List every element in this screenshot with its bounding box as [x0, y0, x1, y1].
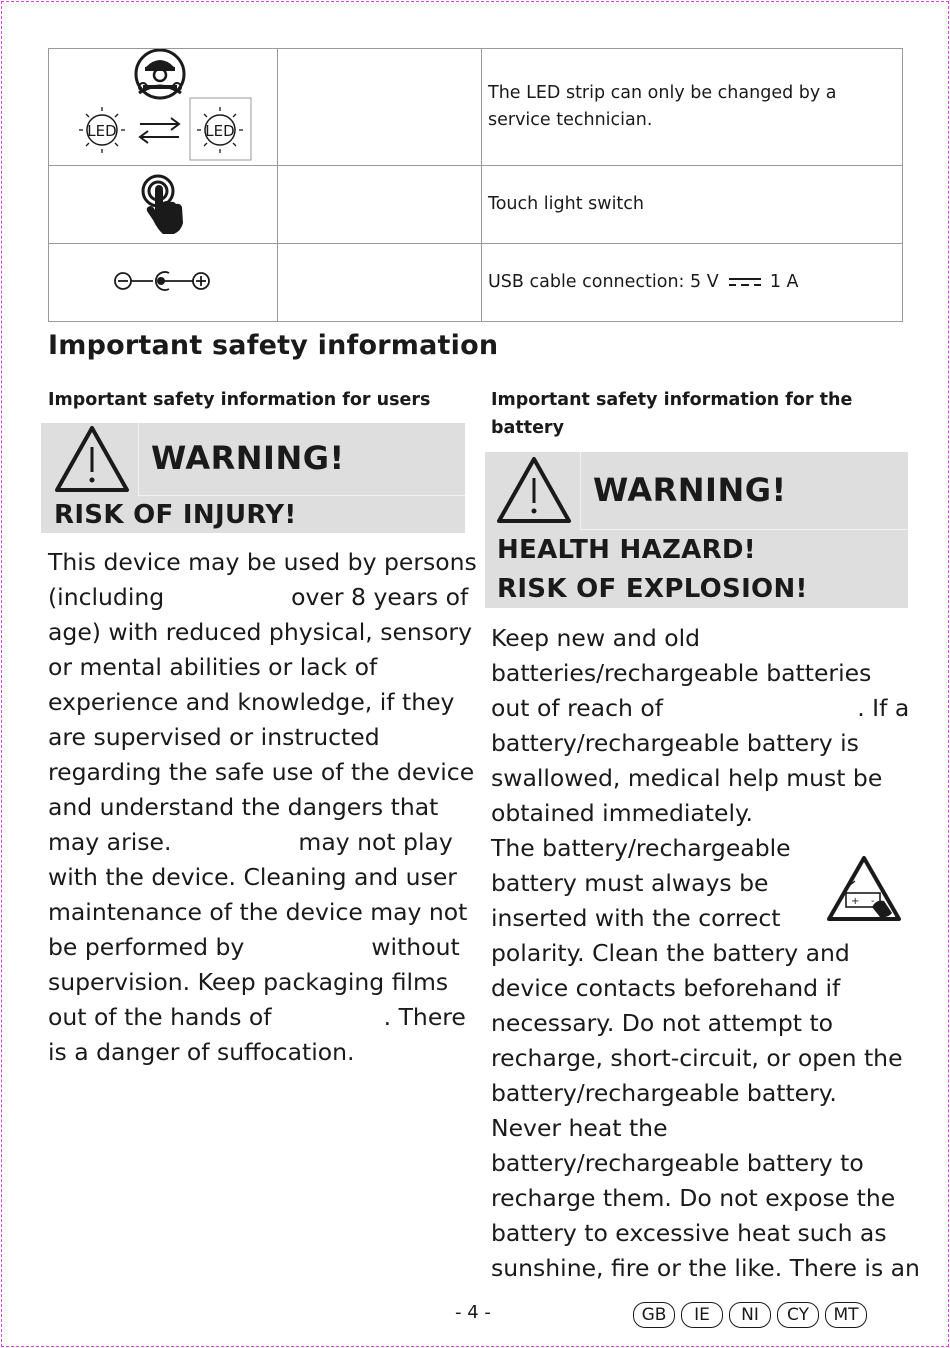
- country-code-badge: NI: [729, 1302, 771, 1328]
- text-line: polarity. Clean the battery and: [491, 939, 850, 967]
- technician-icon: [136, 50, 184, 98]
- text-line: swallowed, medical help must be: [491, 764, 883, 792]
- dc-symbol-icon: [728, 275, 762, 289]
- table-row: [49, 244, 903, 322]
- page-number: - 4 -: [455, 1302, 491, 1323]
- text-line: out of reach of . If a: [491, 694, 910, 722]
- symbol-table: [48, 48, 903, 322]
- text-line: be performed by without: [48, 933, 460, 961]
- desc-line: service technician.: [488, 110, 653, 130]
- text-line: device contacts beforehand if: [491, 974, 841, 1002]
- text-line: obtained immediately.: [491, 799, 754, 827]
- country-code-badge: GB: [633, 1302, 675, 1328]
- text-line: may arise. may not play: [48, 828, 453, 856]
- table-row: [49, 166, 903, 244]
- text-line: inserted with the correct: [491, 904, 781, 932]
- country-code-badge: MT: [825, 1302, 867, 1328]
- dc-polarity-icon: [49, 244, 278, 322]
- table-description: [482, 166, 903, 244]
- left-body-text: [48, 545, 477, 1070]
- subheading-line: Important safety information for the: [491, 390, 853, 410]
- led-label-right: LED: [205, 122, 235, 140]
- subheading-line: battery: [491, 418, 564, 438]
- table-description: [482, 49, 903, 166]
- warning-box-right: [485, 452, 908, 608]
- text-line: supervision. Keep packaging films: [48, 968, 449, 996]
- text-line: (including over 8 years of: [48, 583, 469, 611]
- right-subheading: [491, 386, 852, 442]
- text-line: or mental abilities or lack of: [48, 653, 378, 681]
- text-line: age) with reduced physical, sensory: [48, 618, 472, 646]
- text-line: out of the hands of . There: [48, 1003, 466, 1031]
- country-code-badge: CY: [777, 1302, 819, 1328]
- warning-title: WARNING!: [593, 471, 787, 509]
- text-line: Keep new and old: [491, 624, 701, 652]
- risk-label: HEALTH HAZARD!: [497, 535, 756, 565]
- text-line: with the device. Cleaning and user: [48, 863, 457, 891]
- text-line: and understand the dangers that: [48, 793, 439, 821]
- text-line: batteries/rechargeable batteries: [491, 659, 872, 687]
- led-label-left: LED: [87, 122, 117, 140]
- text-line: battery/rechargeable battery to: [491, 1149, 864, 1177]
- text-line: battery/rechargeable battery is: [491, 729, 859, 757]
- text-line: battery must always be: [491, 869, 769, 897]
- battery-polarity-warning-icon: [826, 855, 902, 923]
- risk-label: RISK OF EXPLOSION!: [497, 574, 808, 604]
- warning-triangle-icon: [54, 425, 130, 493]
- text-line: necessary. Do not attempt to: [491, 1009, 834, 1037]
- svg-text:+: +: [851, 896, 860, 907]
- text-line: Never heat the: [491, 1114, 668, 1142]
- text-line: maintenance of the device may not: [48, 898, 468, 926]
- led-service-technician-icon: [49, 49, 278, 166]
- desc-line: The LED strip can only be changed by a: [488, 83, 837, 103]
- table-cell-empty: [278, 244, 482, 322]
- text-line: This device may be used by persons: [48, 548, 477, 576]
- text-line: sunshine, fire or the like. There is an: [491, 1254, 920, 1282]
- text-line: recharge them. Do not expose the: [491, 1184, 896, 1212]
- text-line: recharge, short-circuit, or open the: [491, 1044, 903, 1072]
- warning-triangle-icon: [496, 456, 572, 524]
- touch-switch-icon: [49, 166, 278, 244]
- text-line: are supervised or instructed: [48, 723, 380, 751]
- svg-text:-: -: [871, 896, 875, 907]
- table-description: [482, 244, 903, 322]
- section-title: Important safety information: [48, 330, 499, 361]
- country-code-badge: IE: [681, 1302, 723, 1328]
- swap-arrows-icon: [140, 118, 179, 143]
- text-line: is a danger of suffocation.: [48, 1038, 355, 1066]
- table-cell-empty: [278, 166, 482, 244]
- warning-title: WARNING!: [151, 439, 345, 477]
- desc-line: 1 A: [769, 272, 799, 292]
- risk-label: RISK OF INJURY!: [54, 500, 297, 530]
- warning-box-left: [41, 423, 465, 533]
- desc-line: USB cable connection: 5 V: [488, 272, 719, 292]
- text-line: experience and knowledge, if they: [48, 688, 455, 716]
- text-line: regarding the safe use of the device: [48, 758, 475, 786]
- text-line: battery/rechargeable battery.: [491, 1079, 837, 1107]
- left-subheading: Important safety information for users: [48, 390, 431, 410]
- country-codes: [633, 1302, 867, 1328]
- text-line: battery to excessive heat such as: [491, 1219, 887, 1247]
- table-row: [49, 49, 903, 166]
- table-cell-empty: [278, 49, 482, 166]
- right-body-text: [491, 621, 920, 1286]
- text-line: The battery/rechargeable: [491, 834, 791, 862]
- desc-line: Touch light switch: [488, 194, 645, 214]
